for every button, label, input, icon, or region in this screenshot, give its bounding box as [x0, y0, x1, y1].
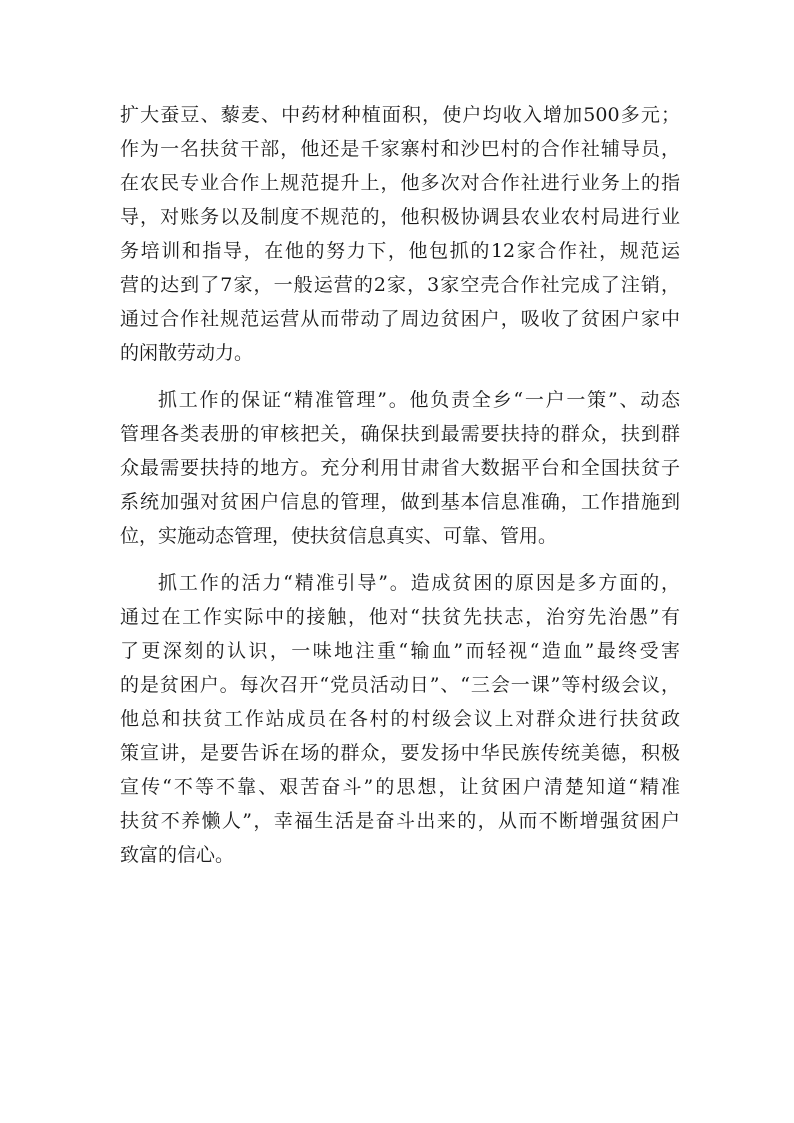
- text-line: 作为一名扶贫干部，他还是千家寨村和沙巴村的合作社辅导员，: [120, 138, 680, 160]
- text-line: 抓工作的活力“精准引导”。造成贫困的原因是多方面的，: [158, 572, 680, 594]
- text-line: 众最需要扶持的地方。充分利用甘肃省大数据平台和全国扶贫子: [120, 457, 680, 479]
- text-line: 导，对账务以及制度不规范的，他积极协调县农业农村局进行业: [120, 206, 680, 228]
- text-line: 致富的信心。: [120, 844, 235, 866]
- text-line: 他总和扶贫工作站成员在各村的村级会议上对群众进行扶贫政: [120, 708, 680, 730]
- text-line: 了更深刻的认识，一味地注重“输血”而轻视“造血”最终受害: [120, 640, 680, 662]
- document-body: [120, 98, 680, 872]
- paragraph-1: [120, 98, 680, 370]
- text-line: 管理各类表册的审核把关，确保扶到最需要扶持的群众，扶到群: [120, 423, 680, 445]
- text-line: 在农民专业合作上规范提升上，他多次对合作社进行业务上的指: [120, 172, 680, 194]
- paragraph-2: [120, 383, 680, 553]
- text-line: 宣传“不等不靠、艰苦奋斗”的思想，让贫困户清楚知道“精准: [120, 776, 680, 798]
- text-line: 务培训和指导，在他的努力下，他包抓的12家合作社，规范运: [120, 240, 680, 262]
- text-line: 抓工作的保证“精准管理”。他负责全乡“一户一策”、动态: [158, 389, 680, 411]
- text-line: 通过合作社规范运营从而带动了周边贫困户，吸收了贫困户家中: [120, 308, 680, 330]
- text-line: 营的达到了7家，一般运营的2家，3家空壳合作社完成了注销，: [120, 274, 680, 296]
- text-line: 的是贫困户。每次召开“党员活动日”、“三会一课”等村级会议，: [120, 674, 680, 696]
- text-line: 位，实施动态管理，使扶贫信息真实、可靠、管用。: [120, 525, 558, 547]
- text-line: 的闲散劳动力。: [120, 342, 254, 364]
- paragraph-3: [120, 566, 680, 872]
- text-line: 系统加强对贫困户信息的管理，做到基本信息准确，工作措施到: [120, 491, 680, 513]
- text-line: 扶贫不养懒人”，幸福生活是奋斗出来的，从而不断增强贫困户: [120, 810, 680, 832]
- text-line: 策宣讲，是要告诉在场的群众，要发扬中华民族传统美德，积极: [120, 742, 680, 764]
- text-line: 通过在工作实际中的接触，他对“扶贫先扶志，治穷先治愚”有: [120, 606, 680, 628]
- text-line: 扩大蚕豆、藜麦、中药材种植面积，使户均收入增加500多元；: [120, 104, 680, 126]
